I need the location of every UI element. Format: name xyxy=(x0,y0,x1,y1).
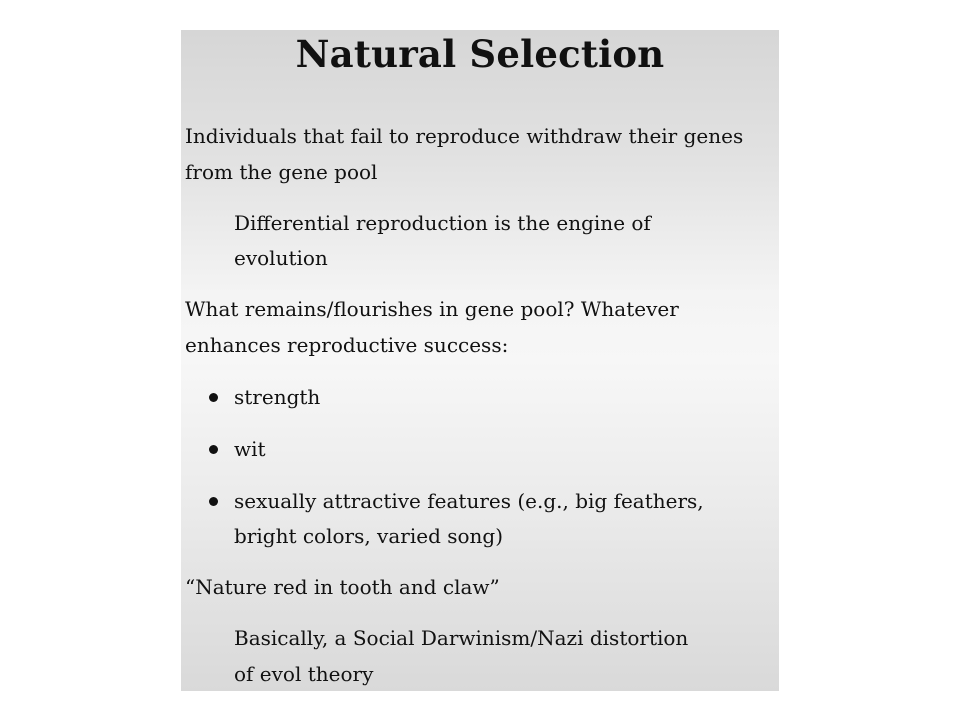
paragraph-2-line-1: Differential reproduction is the engine of xyxy=(234,211,651,235)
slide xyxy=(181,30,779,691)
paragraph-5-line-2: of evol theory xyxy=(234,662,374,686)
paragraph-3-line-1: What remains/flourishes in gene pool? Whatever xyxy=(185,297,679,321)
paragraph-1-line-1: Individuals that fail to reproduce withdraw their genes xyxy=(185,124,744,148)
bullet-dot-icon xyxy=(209,497,218,506)
bullet-item-features-line-1: sexually attractive features (e.g., big feathers, xyxy=(234,489,704,513)
slide-title: Natural Selection xyxy=(295,32,665,76)
bullet-dot-icon xyxy=(209,393,218,402)
paragraph-5-line-1: Basically, a Social Darwinism/Nazi distortion xyxy=(234,626,689,650)
paragraph-2-line-2: evolution xyxy=(234,246,328,270)
bullet-item-features-line-2: bright colors, varied song) xyxy=(234,524,504,548)
paragraph-3-line-2: enhances reproductive success: xyxy=(185,333,509,357)
bullet-item-wit: wit xyxy=(234,437,266,461)
paragraph-1-line-2: from the gene pool xyxy=(185,160,378,184)
bullet-item-strength: strength xyxy=(234,385,321,409)
paragraph-4-quote: “Nature red in tooth and claw” xyxy=(185,575,500,599)
bullet-dot-icon xyxy=(209,445,218,454)
